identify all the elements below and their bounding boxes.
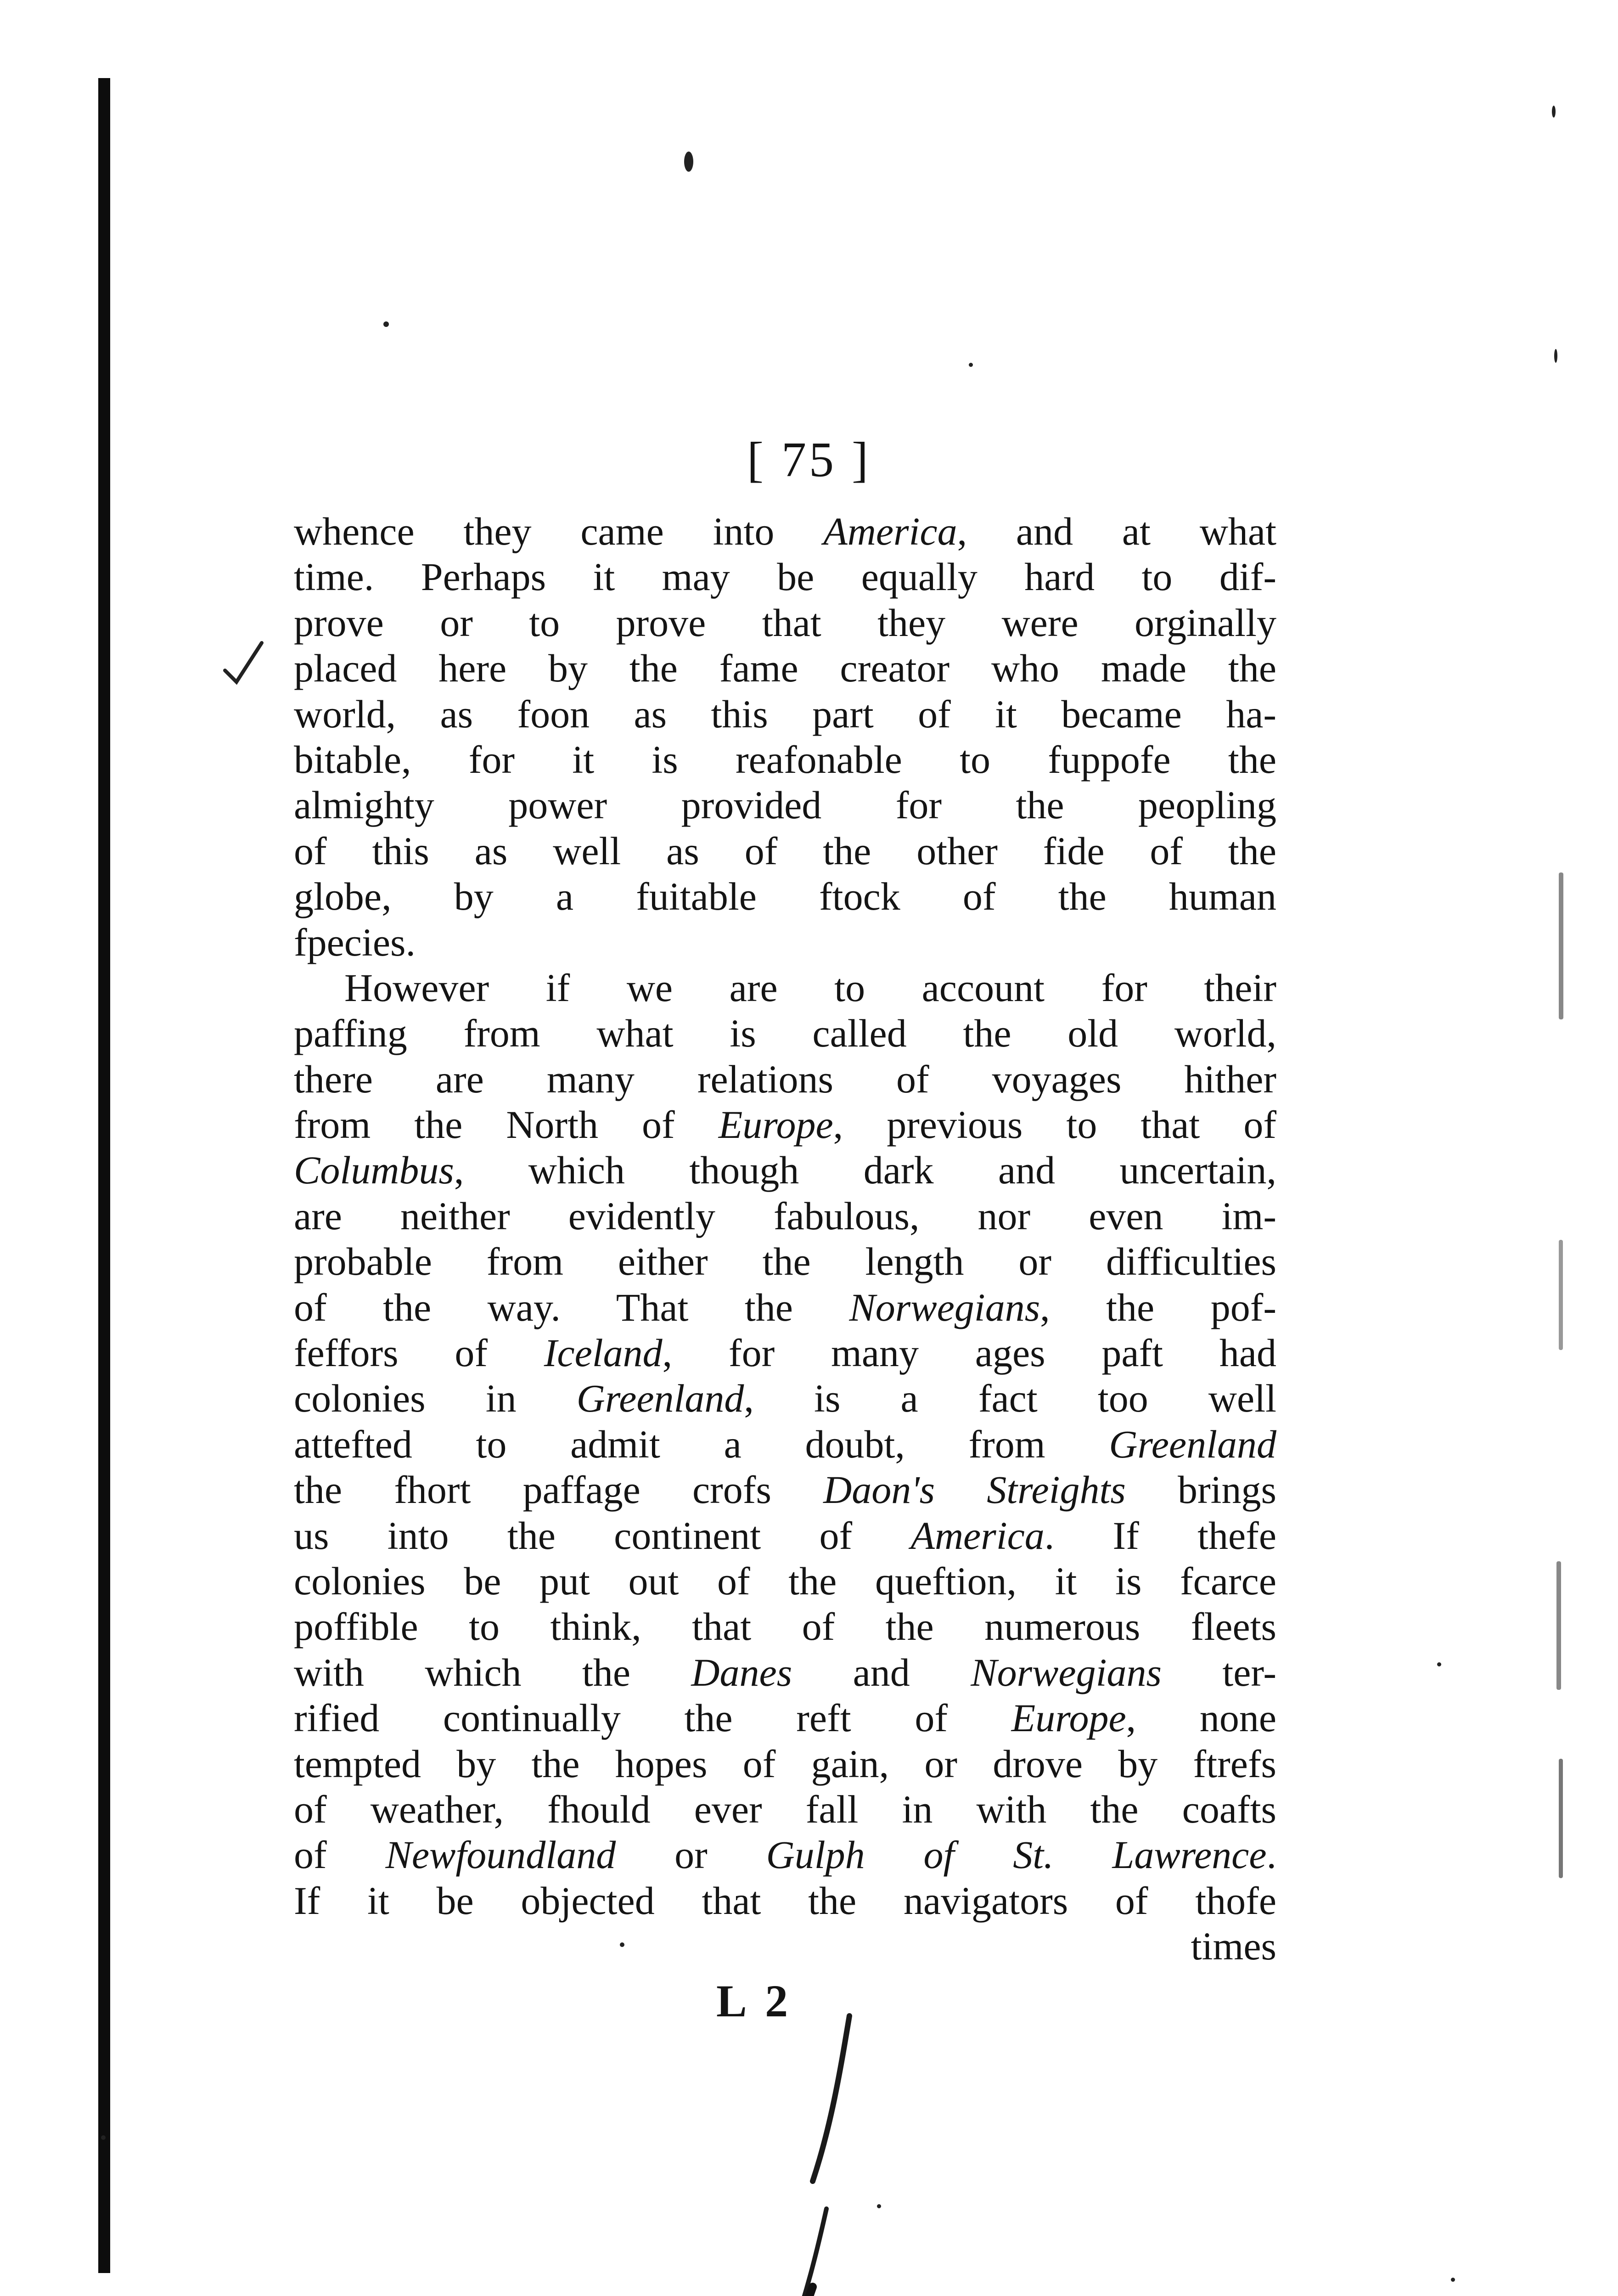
body-text xyxy=(294,509,1276,1970)
text-run: of this as well as of the other fide of the xyxy=(294,828,1276,873)
ink-speck xyxy=(969,363,973,367)
ink-speck xyxy=(1554,349,1557,363)
text-run: of the way. That the xyxy=(294,1285,849,1329)
text-run: , none xyxy=(1126,1696,1277,1740)
ink-speck xyxy=(1559,1759,1563,1878)
italic-run: Greenland xyxy=(576,1376,744,1421)
text-run: brings xyxy=(1125,1468,1277,1512)
italic-run: Gulph of St. Lawrence xyxy=(766,1833,1267,1877)
text-run: , is a fact too well xyxy=(744,1376,1276,1421)
text-line xyxy=(294,1148,1276,1193)
text-run: whence they came into xyxy=(294,509,824,553)
text-line xyxy=(294,1878,1276,1924)
binding-shadow xyxy=(98,78,110,2273)
text-line xyxy=(294,1193,1276,1239)
text-line xyxy=(294,782,1276,828)
text-run: from the North of xyxy=(294,1103,719,1147)
text-line xyxy=(294,509,1276,554)
text-run: of xyxy=(294,1833,386,1877)
text-line xyxy=(294,1057,1276,1102)
text-run: and xyxy=(792,1650,971,1694)
text-line xyxy=(294,1285,1276,1330)
page-number: [ 75 ] xyxy=(747,433,871,487)
text-line xyxy=(294,554,1276,600)
text-run: However if we are to account for their xyxy=(344,965,1276,1010)
text-run: or xyxy=(616,1833,766,1877)
text-line xyxy=(294,646,1276,691)
text-run: probable from either the length or difficulties xyxy=(294,1239,1276,1284)
text-line xyxy=(294,1832,1276,1878)
ink-speck xyxy=(1437,1662,1441,1666)
ink-speck xyxy=(620,1942,624,1947)
text-line xyxy=(294,692,1276,737)
text-run: are neither evidently fabulous, nor even im- xyxy=(294,1193,1276,1238)
ink-speck xyxy=(1556,1561,1561,1690)
text-line xyxy=(294,1604,1276,1649)
text-run: , which though dark and uncertain, xyxy=(454,1148,1276,1193)
text-line xyxy=(294,1011,1276,1056)
text-run: rified continually the reft of xyxy=(294,1696,1011,1740)
text-run: , and at what xyxy=(957,509,1276,553)
signature-mark: L 2 xyxy=(716,1975,793,2026)
text-line xyxy=(294,1422,1276,1467)
text-run: bitable, for it is reafonable to fuppofe the xyxy=(294,737,1276,782)
text-run: , the pof- xyxy=(1040,1285,1276,1329)
text-line xyxy=(294,1741,1276,1787)
text-run: of weather, fhould ever fall in with the coafts xyxy=(294,1787,1276,1831)
ink-speck xyxy=(877,2204,881,2208)
italic-run: Europe xyxy=(718,1103,833,1147)
ink-speck xyxy=(101,2135,106,2140)
text-run: colonies in xyxy=(294,1376,577,1421)
text-run: poffible to think, that of the numerous fleets xyxy=(294,1604,1276,1649)
italic-run: Newfoundland xyxy=(385,1833,616,1877)
text-run: world, as foon as this part of it became ha- xyxy=(294,692,1276,736)
text-run: with which the xyxy=(294,1650,691,1694)
text-run: times xyxy=(1191,1924,1276,1969)
text-line xyxy=(294,1787,1276,1832)
italic-run: Norwegians xyxy=(971,1650,1162,1694)
text-run: fpecies. xyxy=(294,920,416,964)
text-line xyxy=(294,1513,1276,1559)
italic-run: Greenland xyxy=(1109,1422,1276,1466)
text-line xyxy=(294,1467,1276,1513)
text-run: there are many relations of voyages hither xyxy=(294,1057,1276,1101)
text-line xyxy=(294,828,1276,874)
italic-run: Europe xyxy=(1011,1696,1126,1740)
text-line xyxy=(294,1650,1276,1695)
text-line xyxy=(294,920,1276,965)
ink-speck xyxy=(1552,106,1556,118)
text-run: placed here by the fame creator who made the xyxy=(294,646,1276,691)
text-line xyxy=(294,600,1276,646)
text-run: attefted to admit a doubt, from xyxy=(294,1422,1109,1466)
text-line xyxy=(294,1695,1276,1741)
text-run: time. Perhaps it may be equally hard to dif- xyxy=(294,555,1276,599)
text-run: If it be objected that the navigators of thofe xyxy=(294,1878,1276,1923)
text-run: ter- xyxy=(1161,1650,1276,1694)
text-line xyxy=(294,1559,1276,1604)
text-run: globe, by a fuitable ftock of the human xyxy=(294,874,1276,919)
text-run: , for many ages paft had xyxy=(662,1331,1276,1375)
text-run: paffing from what is called the old world, xyxy=(294,1011,1276,1056)
text-run: tempted by the hopes of gain, or drove by ftrefs xyxy=(294,1741,1276,1786)
ink-speck xyxy=(1559,1240,1563,1350)
text-run: the fhort paffage crofs xyxy=(294,1468,824,1512)
pencil-tick-mark xyxy=(220,638,266,689)
italic-run: America xyxy=(823,509,957,553)
italic-run: America xyxy=(910,1513,1045,1558)
text-run: , previous to that of xyxy=(833,1103,1276,1147)
text-run: almighty power provided for the peopling xyxy=(294,783,1276,827)
text-line xyxy=(294,1102,1276,1148)
ink-speck xyxy=(684,152,693,172)
text-run: . If thefe xyxy=(1044,1513,1276,1558)
text-run: us into the continent of xyxy=(294,1513,911,1558)
pencil-stroke-mark xyxy=(716,2007,882,2296)
ink-speck xyxy=(383,321,389,327)
text-line xyxy=(294,1330,1276,1376)
text-line xyxy=(294,1239,1276,1284)
text-run: colonies be put out of the queftion, it is fcarce xyxy=(294,1559,1276,1603)
italic-run: Columbus xyxy=(294,1148,454,1193)
italic-run: Norwegians xyxy=(849,1285,1040,1329)
italic-run: Iceland xyxy=(544,1331,663,1375)
italic-run: Daon's Streights xyxy=(823,1468,1126,1512)
text-line xyxy=(294,1924,1276,1969)
text-line xyxy=(294,737,1276,782)
text-line xyxy=(294,874,1276,919)
text-line xyxy=(294,1376,1276,1421)
italic-run: Danes xyxy=(691,1650,792,1694)
text-run: prove or to prove that they were orginally xyxy=(294,600,1276,645)
ink-speck xyxy=(1559,872,1563,1019)
text-run: feffors of xyxy=(294,1331,544,1375)
text-run: . xyxy=(1266,1833,1276,1877)
ink-speck xyxy=(1451,2278,1455,2282)
text-line xyxy=(294,965,1276,1011)
